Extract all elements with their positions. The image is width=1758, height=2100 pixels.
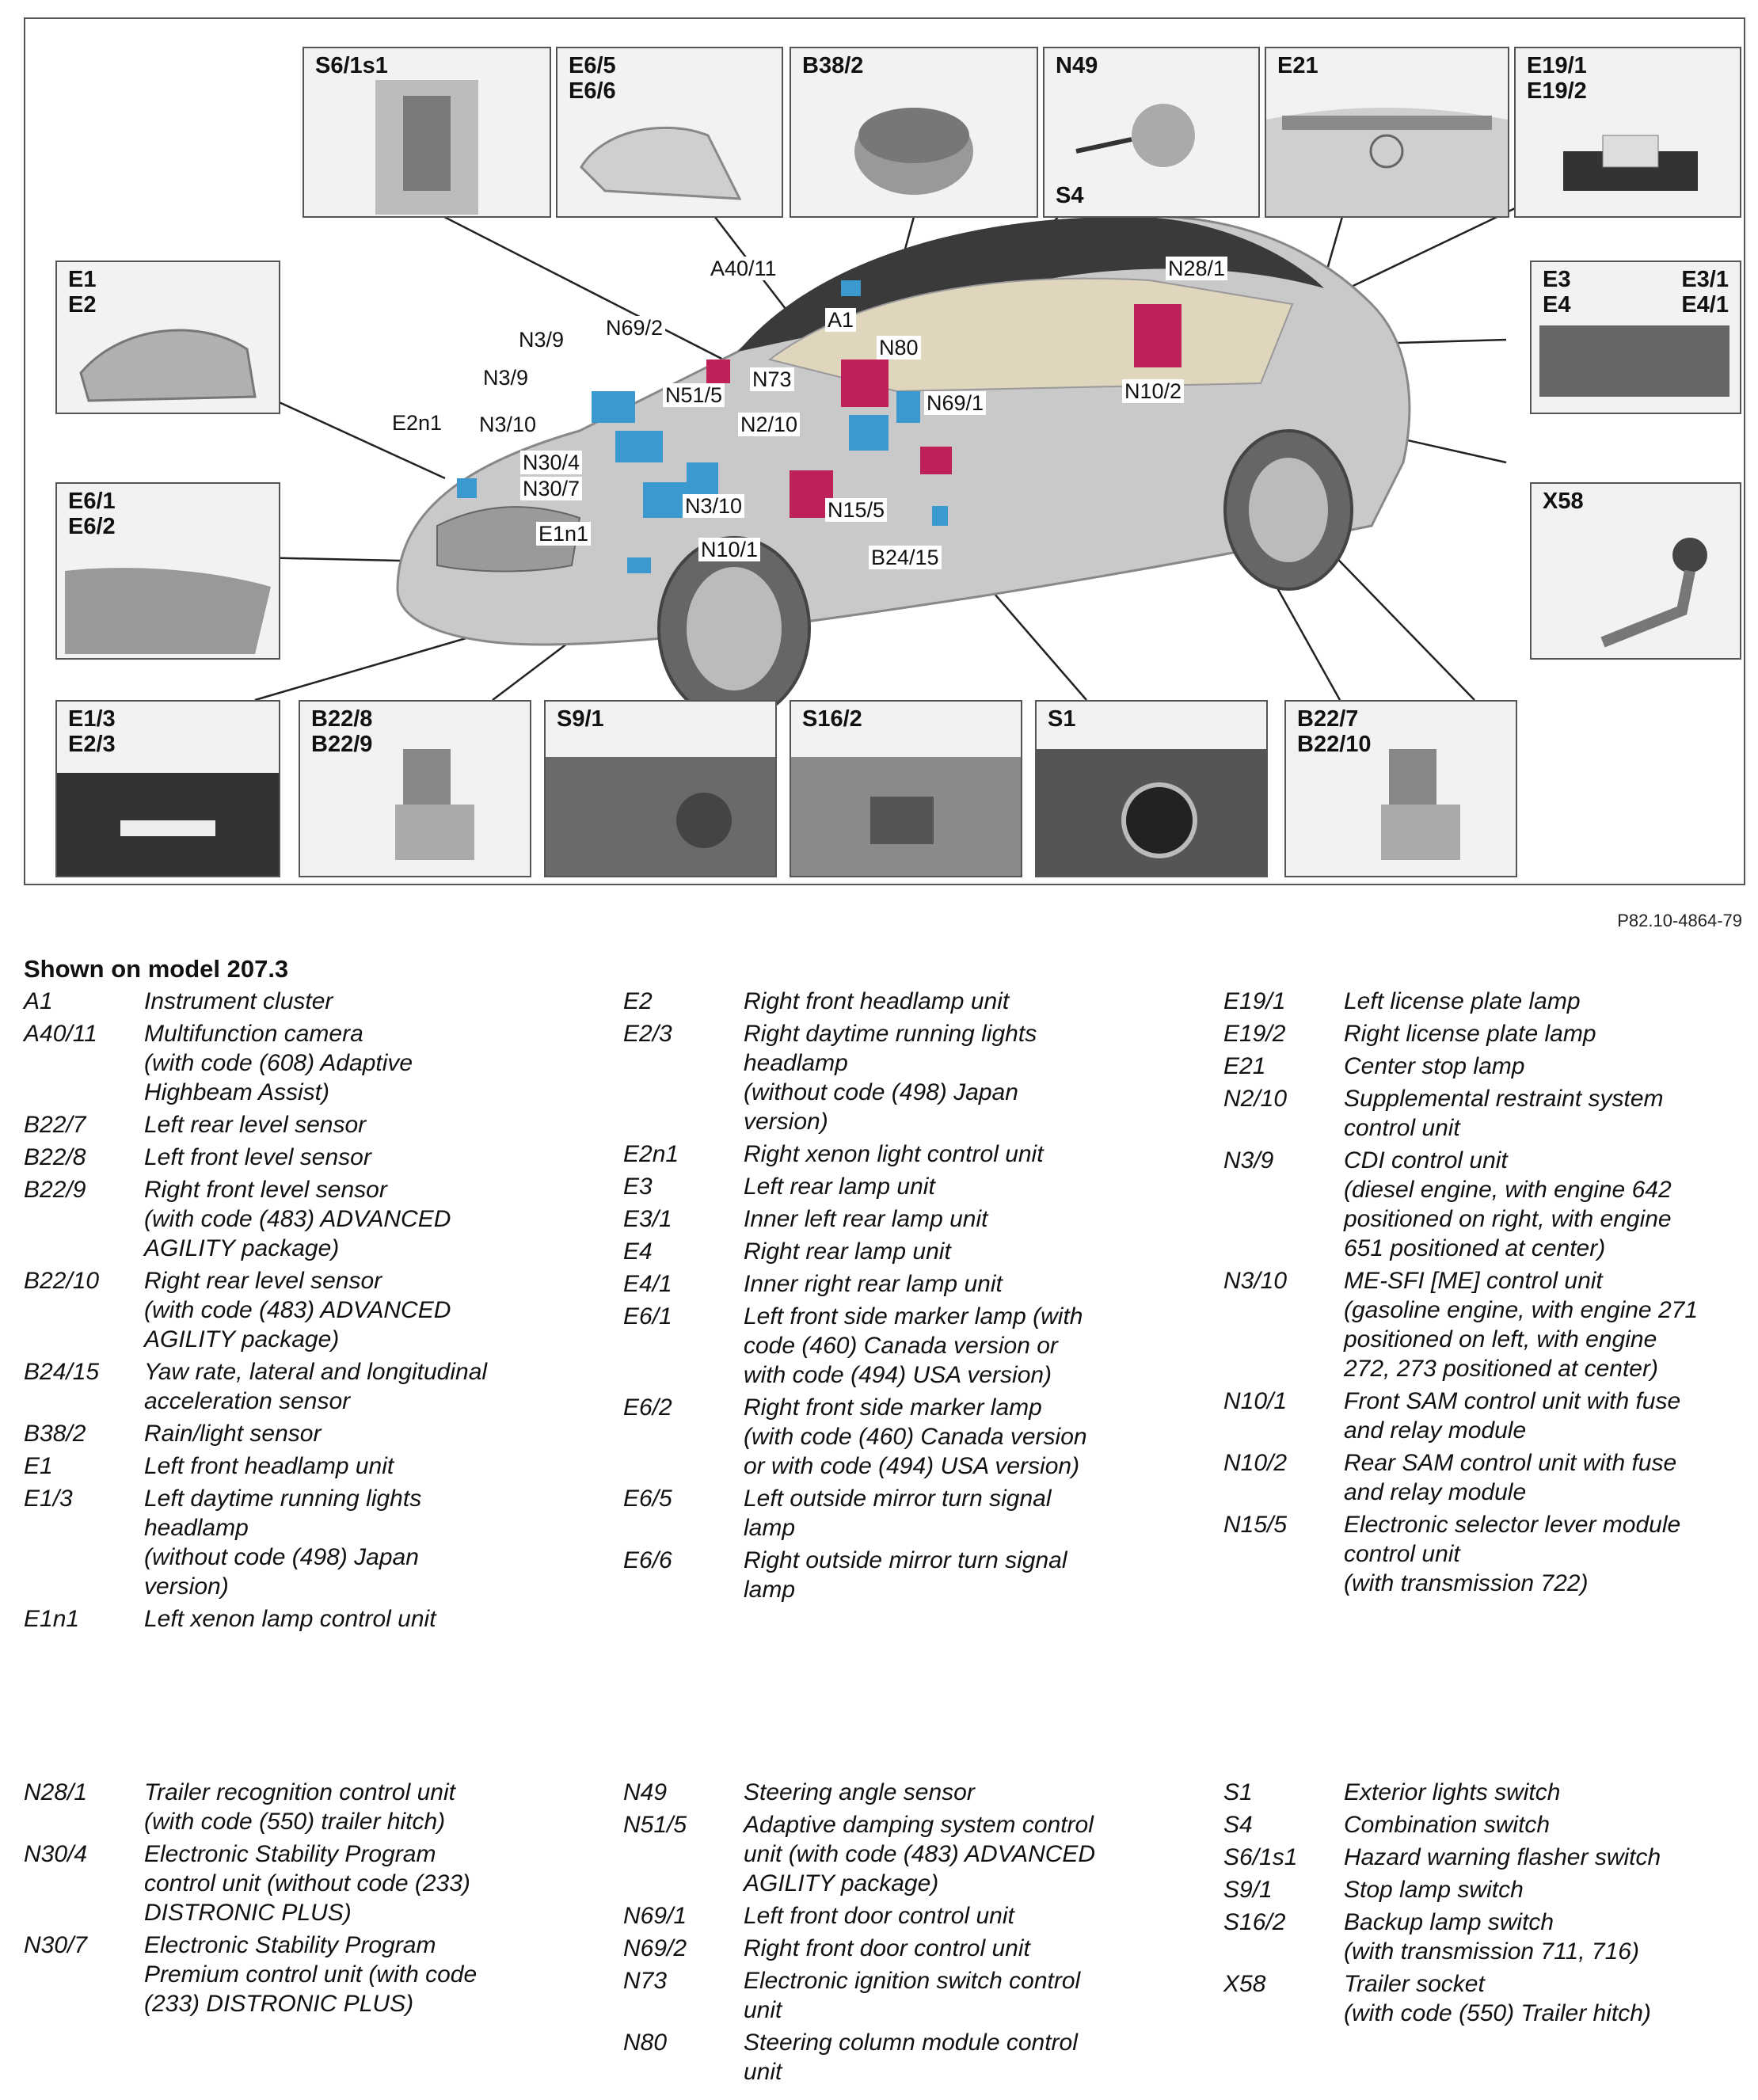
legend-code: N49: [623, 1779, 668, 1805]
legend-row: [623, 1901, 1112, 1931]
legend-code: E4: [623, 1238, 653, 1265]
legend-row: [24, 1604, 512, 1634]
legend-description: Right outside mirror turn signal lamp: [744, 1547, 1067, 1603]
legend-code: N10/1: [1223, 1388, 1288, 1414]
legend-column-3: [1223, 987, 1712, 1601]
legend-row: [1223, 1810, 1712, 1839]
legend-row: [24, 1419, 512, 1448]
legend-description: Left rear lamp unit: [744, 1174, 935, 1200]
legend-row: [1223, 1843, 1712, 1872]
inset-b22-8: [299, 700, 531, 877]
legend-description: Left xenon lamp control unit: [144, 1606, 436, 1632]
legend-row: [1223, 1969, 1712, 2028]
legend-row: [24, 987, 512, 1016]
legend-row: [1223, 1387, 1712, 1445]
legend-row: [1223, 1084, 1712, 1143]
legend-description: Combination switch: [1344, 1812, 1551, 1838]
legend-description: Hazard warning flasher switch: [1344, 1844, 1661, 1870]
legend-code: N30/4: [24, 1841, 88, 1867]
legend-code: E6/6: [623, 1547, 672, 1573]
legend-row: [623, 1778, 1112, 1807]
legend-row: [623, 1302, 1112, 1390]
figure-id: P82.10-4864-79: [1617, 911, 1742, 930]
inset-label: E3 E4: [1543, 267, 1571, 318]
legend-code: B22/10: [24, 1268, 100, 1294]
inset-label: E21: [1277, 53, 1318, 78]
legend-row: [623, 1810, 1112, 1898]
legend-code: N15/5: [1223, 1512, 1288, 1538]
legend-code: X58: [1223, 1971, 1266, 1997]
inset-label: E6/1 E6/2: [68, 489, 116, 539]
legend-row: [623, 1204, 1112, 1234]
legend-code: N51/5: [623, 1812, 687, 1838]
legend-code: A40/11: [24, 1021, 97, 1047]
inset-label: E19/1 E19/2: [1527, 53, 1587, 104]
inset-s1: [1035, 700, 1268, 877]
legend-description: Yaw rate, lateral and longitudinal acceleration sensor: [144, 1359, 488, 1414]
legend-description: Right rear lamp unit: [744, 1238, 951, 1265]
callout-label: N10/1: [698, 538, 760, 561]
legend-row: [623, 987, 1112, 1016]
legend-code: E3: [623, 1174, 653, 1200]
legend-row: [623, 1237, 1112, 1266]
callout-label: N80: [877, 336, 921, 360]
legend-description: Rain/light sensor: [144, 1421, 322, 1447]
legend-code: A1: [24, 988, 53, 1014]
legend-code: B22/7: [24, 1112, 86, 1138]
inset-n49: [1043, 47, 1260, 218]
legend-row: [24, 1019, 512, 1107]
legend-code: E2/3: [623, 1021, 672, 1047]
inset-label: S16/2: [802, 706, 862, 732]
legend-code: E3/1: [623, 1206, 672, 1232]
legend-code: E21: [1223, 1053, 1266, 1079]
legend-code: S4: [1223, 1812, 1253, 1838]
inset-label: E6/5 E6/6: [569, 53, 616, 104]
inset-label: X58: [1543, 489, 1584, 514]
legend-description: Inner left rear lamp unit: [744, 1206, 988, 1232]
inset-label: S4: [1056, 183, 1084, 208]
legend-row: [623, 1934, 1112, 1963]
inset-label: B22/8 B22/9: [311, 706, 373, 757]
legend-row: [24, 1484, 512, 1601]
legend-row: [623, 1546, 1112, 1604]
inset-e3: [1530, 261, 1741, 414]
legend-description: Trailer socket (with code (550) Trailer hitch): [1344, 1971, 1651, 2026]
legend-description: Rear SAM control unit with fuse and relay module: [1344, 1450, 1677, 1505]
legend-row: [1223, 1146, 1712, 1263]
legend-description: CDI control unit (diesel engine, with engine 642 positioned on right, with engine 651 positioned at center): [1344, 1147, 1672, 1261]
inset-b22-7: [1284, 700, 1517, 877]
legend-code: E2: [623, 988, 653, 1014]
legend-code: E6/5: [623, 1486, 672, 1512]
legend-description: Trailer recognition control unit (with code (550) trailer hitch): [144, 1779, 455, 1835]
legend-row: [623, 1966, 1112, 2025]
callout-label: N3/10: [683, 494, 744, 518]
legend-column-2: [623, 987, 1112, 1607]
legend-column-5: [623, 1778, 1112, 2090]
legend-description: Electronic selector lever module control unit (with transmission 722): [1344, 1512, 1681, 1596]
callout-label: N3/9: [516, 328, 566, 352]
legend-description: Electronic Stability Program Premium control unit (with code (233) DISTRONIC PLUS): [144, 1932, 478, 2017]
inset-e6-1: [55, 482, 280, 660]
legend-code: S16/2: [1223, 1909, 1286, 1935]
legend-row: [24, 1931, 512, 2018]
legend-row: [623, 2028, 1112, 2087]
inset-label: E1/3 E2/3: [68, 706, 116, 757]
legend-code: S1: [1223, 1779, 1253, 1805]
legend-code: S9/1: [1223, 1877, 1273, 1903]
inset-e1-3: [55, 700, 280, 877]
legend-row: [24, 1451, 512, 1481]
inset-label: E1 E2: [68, 267, 97, 318]
inset-s16-2: [790, 700, 1022, 877]
callout-label: E2n1: [390, 411, 444, 435]
legend-row: [24, 1110, 512, 1139]
legend-row: [24, 1778, 512, 1836]
legend-description: Right daytime running lights headlamp (without code (498) Japan version): [744, 1021, 1037, 1135]
inset-s9-1: [544, 700, 777, 877]
legend-code: N3/10: [1223, 1268, 1288, 1294]
inset-label-right: E3/1 E4/1: [1681, 267, 1729, 318]
legend-description: Left license plate lamp: [1344, 988, 1581, 1014]
legend-code: B24/15: [24, 1359, 100, 1385]
legend-row: [623, 1393, 1112, 1481]
legend-row: [1223, 987, 1712, 1016]
legend-code: N69/1: [623, 1903, 687, 1929]
legend-description: Multifunction camera (with code (608) Adaptive Highbeam Assist): [144, 1021, 413, 1105]
inset-label: S6/1s1: [315, 53, 388, 78]
inset-e6-5: [556, 47, 783, 218]
legend-description: Left front side marker lamp (with code (460) Canada version or with code (494) USA version): [744, 1303, 1083, 1388]
legend-description: Left rear level sensor: [144, 1112, 367, 1138]
legend-code: B38/2: [24, 1421, 86, 1447]
callout-label: N51/5: [663, 383, 725, 407]
legend-description: Right front level sensor (with code (483) ADVANCED AGILITY package): [144, 1177, 451, 1261]
legend-row: [1223, 1052, 1712, 1081]
legend-row: [24, 1143, 512, 1172]
legend-column-1: [24, 987, 512, 1637]
component-locator-figure: [24, 17, 1745, 885]
callout-label: N15/5: [825, 498, 887, 522]
callout-label: N30/4: [520, 451, 582, 474]
legend-code: S6/1s1: [1223, 1844, 1298, 1870]
legend-code: E1/3: [24, 1486, 73, 1512]
legend-code: E1n1: [24, 1606, 80, 1632]
legend-description: Center stop lamp: [1344, 1053, 1525, 1079]
legend-title: Shown on model 207.3: [24, 955, 289, 983]
callout-label: N73: [750, 367, 794, 391]
legend-row: [1223, 1778, 1712, 1807]
legend-column-4: [24, 1778, 512, 2022]
inset-label: B38/2: [802, 53, 864, 78]
callout-label: N3/10: [477, 413, 538, 436]
inset-label: N49: [1056, 53, 1098, 78]
callout-label: B24/15: [869, 546, 942, 569]
inset-x58: [1530, 482, 1741, 660]
legend-code: N30/7: [24, 1932, 88, 1958]
inset-s6-1s1: [303, 47, 551, 218]
legend-description: Instrument cluster: [144, 988, 333, 1014]
legend-description: Backup lamp switch (with transmission 711, 716): [1344, 1909, 1639, 1965]
legend-row: [24, 1175, 512, 1263]
legend-description: Electronic ignition switch control unit: [744, 1968, 1081, 2023]
legend-description: Steering angle sensor: [744, 1779, 975, 1805]
legend-description: Right front door control unit: [744, 1935, 1030, 1961]
legend-description: Electronic Stability Program control unit (without code (233) DISTRONIC PLUS): [144, 1841, 470, 1926]
legend-description: Left front headlamp unit: [144, 1453, 394, 1479]
legend-code: E1: [24, 1453, 53, 1479]
legend-code: E19/1: [1223, 988, 1286, 1014]
callout-label: N10/2: [1122, 379, 1184, 403]
legend-description: Right license plate lamp: [1344, 1021, 1596, 1047]
inset-label: S9/1: [557, 706, 604, 732]
legend-code: N2/10: [1223, 1086, 1288, 1112]
legend-code: N28/1: [24, 1779, 88, 1805]
legend-code: E2n1: [623, 1141, 679, 1167]
legend-code: B22/8: [24, 1144, 86, 1170]
callout-label: N69/1: [924, 391, 986, 415]
callout-label: A1: [825, 308, 856, 332]
inset-e21: [1265, 47, 1509, 218]
inset-label: S1: [1048, 706, 1076, 732]
legend-code: N3/9: [1223, 1147, 1274, 1174]
legend-row: [1223, 1908, 1712, 1966]
callout-label: N3/9: [481, 366, 531, 390]
inset-b38-2: [790, 47, 1038, 218]
legend-description: Inner right rear lamp unit: [744, 1271, 1003, 1297]
legend-description: Right xenon light control unit: [744, 1141, 1044, 1167]
legend-column-6: [1223, 1778, 1712, 2031]
legend-row: [623, 1019, 1112, 1136]
callout-label: N28/1: [1166, 257, 1227, 280]
legend-description: Right front headlamp unit: [744, 988, 1010, 1014]
legend-description: Adaptive damping system control unit (with code (483) ADVANCED AGILITY package): [744, 1812, 1096, 1896]
legend-description: Left daytime running lights headlamp (without code (498) Japan version): [144, 1486, 422, 1600]
legend-description: Steering column module control unit: [744, 2030, 1078, 2085]
legend-code: N69/2: [623, 1935, 687, 1961]
legend-description: Supplemental restraint system control unit: [1344, 1086, 1664, 1141]
legend-description: Exterior lights switch: [1344, 1779, 1561, 1805]
legend-row: [1223, 1019, 1712, 1048]
legend-description: Front SAM control unit with fuse and relay module: [1344, 1388, 1681, 1444]
legend-code: N10/2: [1223, 1450, 1288, 1476]
legend-row: [623, 1139, 1112, 1169]
legend-description: Left front level sensor: [144, 1144, 371, 1170]
legend-code: N73: [623, 1968, 668, 1994]
legend-code: B22/9: [24, 1177, 86, 1203]
legend-row: [1223, 1875, 1712, 1904]
legend-row: [1223, 1266, 1712, 1383]
legend-code: E6/2: [623, 1394, 672, 1421]
legend-description: Stop lamp switch: [1344, 1877, 1524, 1903]
legend-code: E6/1: [623, 1303, 672, 1330]
inset-label: B22/7 B22/10: [1297, 706, 1372, 757]
legend-row: [24, 1357, 512, 1416]
callout-label: N30/7: [520, 477, 582, 500]
legend-description: Right rear level sensor (with code (483) ADVANCED AGILITY package): [144, 1268, 451, 1352]
callout-label: A40/11: [708, 257, 779, 280]
legend-row: [623, 1484, 1112, 1543]
legend-row: [623, 1172, 1112, 1201]
inset-e1: [55, 261, 280, 414]
legend-description: Left front door control unit: [744, 1903, 1014, 1929]
legend-code: E19/2: [1223, 1021, 1286, 1047]
legend-description: Left outside mirror turn signal lamp: [744, 1486, 1052, 1541]
legend-code: E4/1: [623, 1271, 672, 1297]
legend-row: [1223, 1510, 1712, 1598]
inset-e19: [1514, 47, 1741, 218]
legend-row: [24, 1839, 512, 1927]
legend-code: N80: [623, 2030, 668, 2056]
callout-label: N69/2: [603, 316, 665, 340]
legend-description: Right front side marker lamp (with code (460) Canada version or with code (494) USA version): [744, 1394, 1087, 1479]
legend-row: [24, 1266, 512, 1354]
callout-label: N2/10: [738, 413, 800, 436]
callout-label: E1n1: [536, 522, 591, 546]
legend-row: [623, 1269, 1112, 1299]
legend-row: [1223, 1448, 1712, 1507]
legend-description: ME-SFI [ME] control unit (gasoline engine, with engine 271 positioned on left, with engine 272, 273 positioned at center): [1344, 1268, 1698, 1382]
